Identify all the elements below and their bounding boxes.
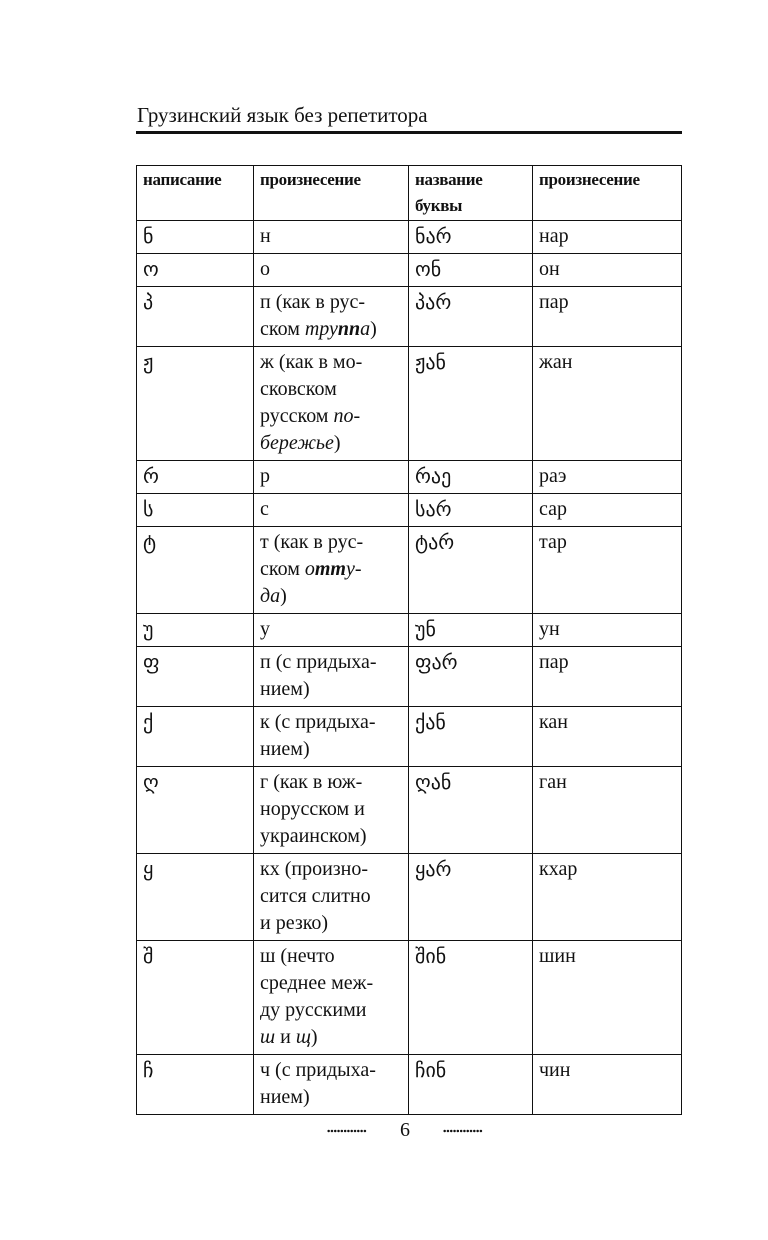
pronunciation-cell: ш (нечто среднее меж- ду русскими ш и щ) xyxy=(254,941,409,1055)
table-body xyxy=(137,221,682,1115)
letter-cell: ნ xyxy=(137,221,254,254)
letter-cell: ღ xyxy=(137,767,254,854)
letter-cell: ს xyxy=(137,494,254,527)
name-pronunciation-cell: пар xyxy=(533,287,682,347)
pronunciation-cell: п (как в рус- ском труппа) xyxy=(254,287,409,347)
name-pronunciation-cell: кхар xyxy=(533,854,682,941)
name-pronunciation-cell: ган xyxy=(533,767,682,854)
letter-name-cell: პარ xyxy=(409,287,533,347)
name-pronunciation-cell: ун xyxy=(533,614,682,647)
letter-cell: ჩ xyxy=(137,1055,254,1115)
letter-cell: ყ xyxy=(137,854,254,941)
header-rule xyxy=(136,131,682,134)
letter-name-cell: შინ xyxy=(409,941,533,1055)
name-pronunciation-cell: кан xyxy=(533,707,682,767)
table-row xyxy=(137,287,682,347)
table-row xyxy=(137,494,682,527)
letter-cell: უ xyxy=(137,614,254,647)
column-header-letter-name: название буквы xyxy=(409,166,533,221)
pronunciation-cell: н xyxy=(254,221,409,254)
pronunciation-cell: кх (произно- сится слитно и резко) xyxy=(254,854,409,941)
page-footer xyxy=(0,1117,768,1143)
running-header: Грузинский язык без репетитора xyxy=(137,103,428,127)
table-row xyxy=(137,347,682,461)
table-row xyxy=(137,461,682,494)
letter-name-cell: ღან xyxy=(409,767,533,854)
letter-cell: ო xyxy=(137,254,254,287)
column-header-pronunciation: произнесение xyxy=(254,166,409,221)
letter-cell: ქ xyxy=(137,707,254,767)
pronunciation-cell: с xyxy=(254,494,409,527)
letter-cell: შ xyxy=(137,941,254,1055)
pronunciation-cell: г (как в юж- норусском и украинском) xyxy=(254,767,409,854)
name-pronunciation-cell: жан xyxy=(533,347,682,461)
pronunciation-cell: ч (с придыха- нием) xyxy=(254,1055,409,1115)
letter-name-cell: ყარ xyxy=(409,854,533,941)
letter-cell: ფ xyxy=(137,647,254,707)
column-header-name-pronunciation: произнесение xyxy=(533,166,682,221)
name-pronunciation-cell: он xyxy=(533,254,682,287)
pronunciation-cell: о xyxy=(254,254,409,287)
name-pronunciation-cell: сар xyxy=(533,494,682,527)
table-row xyxy=(137,254,682,287)
letter-name-cell: ჟან xyxy=(409,347,533,461)
letter-cell: ჟ xyxy=(137,347,254,461)
alphabet-table xyxy=(136,165,682,1115)
table-row xyxy=(137,614,682,647)
table-row xyxy=(137,527,682,614)
table-row xyxy=(137,647,682,707)
letter-cell: ტ xyxy=(137,527,254,614)
pronunciation-cell: р xyxy=(254,461,409,494)
table-row xyxy=(137,854,682,941)
pronunciation-cell: п (с придыха- нием) xyxy=(254,647,409,707)
table-row xyxy=(137,221,682,254)
pronunciation-cell: ж (как в мо- сковском русском по- бережье) xyxy=(254,347,409,461)
letter-cell: რ xyxy=(137,461,254,494)
letter-name-cell: ონ xyxy=(409,254,533,287)
letter-name-cell: რაე xyxy=(409,461,533,494)
letter-name-cell: ტარ xyxy=(409,527,533,614)
column-header-spelling: написание xyxy=(137,166,254,221)
name-pronunciation-cell: чин xyxy=(533,1055,682,1115)
letter-name-cell: ფარ xyxy=(409,647,533,707)
name-pronunciation-cell: нар xyxy=(533,221,682,254)
page-number: 6 xyxy=(400,1119,410,1141)
letter-name-cell: უნ xyxy=(409,614,533,647)
letter-name-cell: ჩინ xyxy=(409,1055,533,1115)
table-header-row xyxy=(137,166,682,221)
table-row xyxy=(137,707,682,767)
name-pronunciation-cell: пар xyxy=(533,647,682,707)
table-row xyxy=(137,941,682,1055)
name-pronunciation-cell: тар xyxy=(533,527,682,614)
folio-ornament-left xyxy=(327,1129,367,1133)
table-row xyxy=(137,767,682,854)
table-row xyxy=(137,1055,682,1115)
name-pronunciation-cell: шин xyxy=(533,941,682,1055)
folio-ornament-right xyxy=(443,1129,483,1133)
pronunciation-cell: к (с придыха- нием) xyxy=(254,707,409,767)
pronunciation-cell: т (как в рус- ском отту- да) xyxy=(254,527,409,614)
pronunciation-cell: у xyxy=(254,614,409,647)
letter-name-cell: ქან xyxy=(409,707,533,767)
letter-name-cell: ნარ xyxy=(409,221,533,254)
letter-cell: პ xyxy=(137,287,254,347)
letter-name-cell: სარ xyxy=(409,494,533,527)
name-pronunciation-cell: раэ xyxy=(533,461,682,494)
